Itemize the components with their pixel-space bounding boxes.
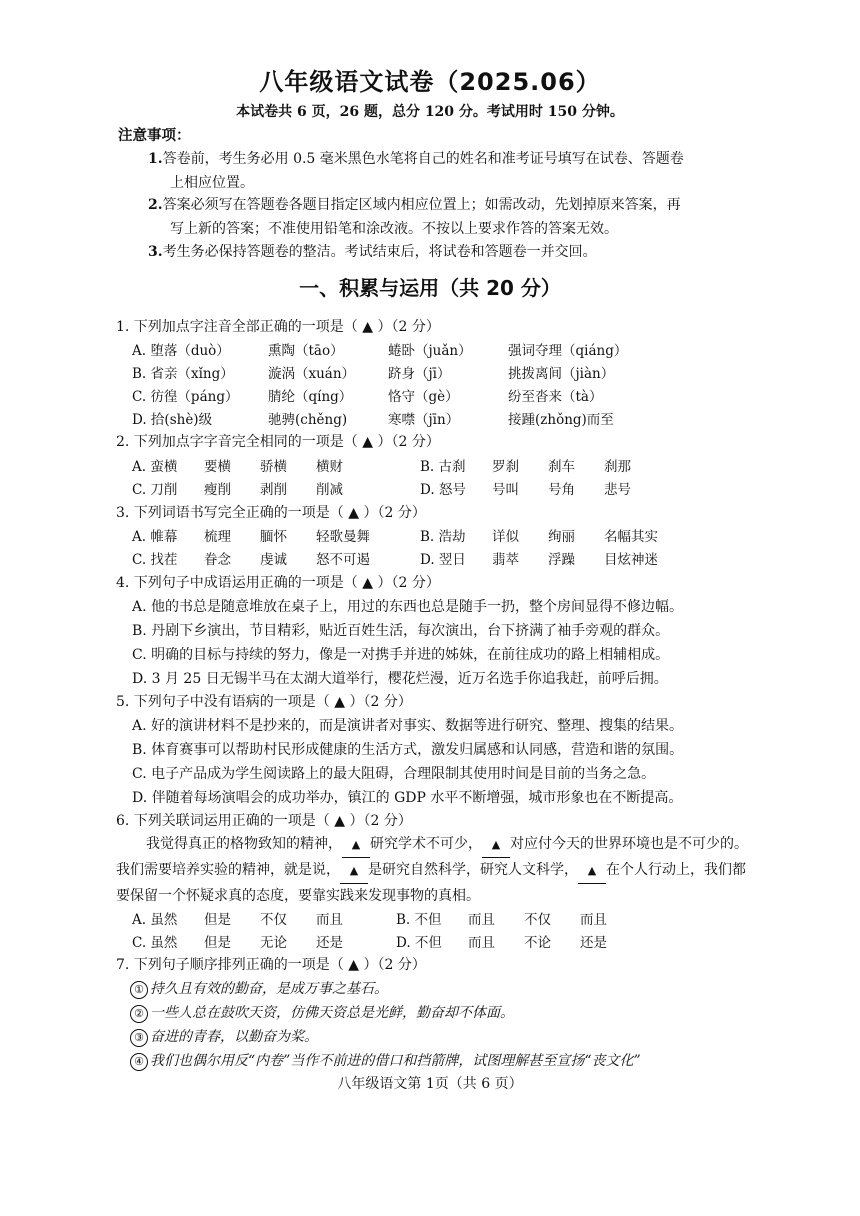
q4-option-b: B. 丹剧下乡演出，节目精彩，贴近百姓生活，每次演出，台下挤满了袖手旁观的群众。 xyxy=(132,623,670,639)
notice-num: 3. xyxy=(148,244,163,260)
q6-passage-text: 研究学术不可少， xyxy=(370,836,482,852)
q2-option-b: 罗刹 xyxy=(492,459,519,475)
q1-option-d: 驰骋(chěng) xyxy=(268,412,348,428)
q6-option-d: 还是 xyxy=(580,935,607,951)
q2-option-c: 瘦削 xyxy=(204,482,231,498)
q6-option-a: A. 虽然 xyxy=(132,912,178,928)
sentence-number: ③ xyxy=(130,1029,148,1047)
q6-passage-text: 是研究自然科学，研究人文科学， xyxy=(368,862,578,878)
q1-option-b: 漩涡（xuán） xyxy=(268,366,356,382)
section-title: 一、积累与运用（共 20 分） xyxy=(299,276,561,300)
q7-sentence-2 xyxy=(130,1002,514,1023)
q6-option-d: 而且 xyxy=(468,935,495,951)
q1-option-c: 恪守（gè） xyxy=(388,389,459,405)
notice-text: 答卷前，考生务必用 0.5 毫米黑色水笔将自己的姓名和准考证号填写在试卷、答题卷 xyxy=(162,151,684,167)
notice-item-1 xyxy=(148,147,788,195)
q3-option-b: 详似 xyxy=(492,529,519,545)
q3-option-d: D. 翌日 xyxy=(420,552,466,568)
q2-option-d: 号叫 xyxy=(492,482,519,498)
notice-num: 1. xyxy=(148,151,163,167)
q3-option-b: 名幅其实 xyxy=(604,529,658,545)
q3-option-d: 浮躁 xyxy=(548,552,575,568)
sentence-text: 持久且有效的勤奋，是成万事之基石。 xyxy=(150,981,388,997)
q4-option-a: A. 他的书总是随意堆放在桌子上，用过的东西也总是随手一扔，整个房间显得不修边幅。 xyxy=(132,599,684,615)
q1-option-a: 强词夺理（qiáng） xyxy=(508,343,628,359)
q1-option-b: 挑拨离间（jiàn） xyxy=(508,366,615,382)
q2-option-b: B. 古刹 xyxy=(420,459,466,475)
q1-option-a: 熏陶（tāo） xyxy=(268,343,344,359)
notice-text: 考生务必保持答题卷的整洁。考试结束后，将试卷和答题卷一并交回。 xyxy=(162,244,597,260)
q3-option-a: A. 帷幕 xyxy=(132,529,178,545)
answer-blank: ▲ xyxy=(482,832,510,858)
q2-option-a: 要横 xyxy=(204,459,231,475)
notice-item-3 xyxy=(148,240,788,264)
q7-sentence-1 xyxy=(130,978,388,999)
q2-option-c: 剥削 xyxy=(260,482,287,498)
q1-option-a: A. 堕落（duò） xyxy=(132,343,230,359)
q6-option-b: 而且 xyxy=(580,912,607,928)
q1-option-b: 跻身（jī） xyxy=(388,366,451,382)
question-4-stem: 4. 下列句子中成语运用正确的一项是（ ▲ ）（2 分） xyxy=(116,575,440,591)
q3-option-d: 翡萃 xyxy=(492,552,519,568)
question-1-stem: 1. 下列加点字注音全部正确的一项是（ ▲ ）（2 分） xyxy=(116,319,440,335)
q2-option-d: 号角 xyxy=(548,482,575,498)
q5-option-c: C. 电子产品成为学生阅读路上的最大阻碍，合理限制其使用时间是目前的当务之急。 xyxy=(132,766,656,782)
q2-option-c: 削减 xyxy=(316,482,343,498)
sentence-number: ② xyxy=(130,1005,148,1023)
answer-blank: ▲ xyxy=(340,858,368,884)
notice-item-2 xyxy=(148,193,788,241)
q7-sentence-4 xyxy=(130,1050,641,1071)
q4-option-c: C. 明确的目标与持续的努力，像是一对携手并进的姊妹，在前往成功的路上相辅相成。 xyxy=(132,647,670,663)
q3-option-b: B. 浩劫 xyxy=(420,529,466,545)
q3-option-c: 眷念 xyxy=(204,552,231,568)
q6-option-c: 无论 xyxy=(260,935,287,951)
q6-option-d: D. 不但 xyxy=(396,935,442,951)
question-5-stem: 5. 下列句子中没有语病的一项是（ ▲ ）（2 分） xyxy=(116,694,412,710)
notice-heading: 注意事项： xyxy=(118,127,191,144)
q6-passage-text: 我觉得真正的格物致知的精神， xyxy=(146,836,342,852)
q1-option-c: 腈纶（qíng） xyxy=(268,389,353,405)
sentence-text: 奋进的青春，以勤奋为桨。 xyxy=(150,1029,318,1045)
q3-option-b: 绚丽 xyxy=(548,529,575,545)
q6-option-c: 但是 xyxy=(204,935,231,951)
q7-sentence-3 xyxy=(130,1026,318,1047)
q1-option-c: 纷至沓来（tà） xyxy=(508,389,603,405)
q5-option-b: B. 体育赛事可以帮助村民形成健康的生活方式，激发归属感和认同感，营造和谐的氛围。 xyxy=(132,742,684,758)
q6-option-c: C. 虽然 xyxy=(132,935,178,951)
q5-option-d: D. 伴随着每场演唱会的成功举办，镇江的 GDP 水平不断增强，城市形象也在不断提高。 xyxy=(132,790,683,806)
q1-option-c: C. 彷徨（páng） xyxy=(132,389,239,405)
q6-option-d: 不论 xyxy=(524,935,551,951)
q1-option-a: 蜷卧（juǎn） xyxy=(388,343,472,359)
q2-option-d: 悲号 xyxy=(604,482,631,498)
q6-option-a: 而且 xyxy=(316,912,343,928)
q5-option-a: A. 好的演讲材料不是抄来的，而是演讲者对事实、数据等进行研究、整理、搜集的结果。 xyxy=(132,718,684,734)
page-footer: 八年级语文第 1页（共 6 页） xyxy=(337,1076,523,1092)
q2-option-b: 刹那 xyxy=(604,459,631,475)
exam-subtitle: 本试卷共 6 页，26 题，总分 120 分。考试用时 150 分钟。 xyxy=(236,104,624,120)
sentence-text: 我们也偶尔用反“内卷”当作不前进的借口和挡箭牌，试图理解甚至宣扬“丧文化” xyxy=(150,1053,641,1069)
sentence-number: ① xyxy=(130,981,148,999)
exam-title: 八年级语文试卷（2025.06） xyxy=(259,68,601,96)
answer-blank: ▲ xyxy=(342,832,370,858)
answer-blank: ▲ xyxy=(578,858,606,884)
q2-option-a: 骄横 xyxy=(260,459,287,475)
q3-option-a: 梳理 xyxy=(204,529,231,545)
q3-option-d: 目炫神迷 xyxy=(604,552,658,568)
q1-option-d: 接踵(zhǒng)而至 xyxy=(508,412,614,428)
question-7-stem: 7. 下列句子顺序排列正确的一项是（ ▲ ）（2 分） xyxy=(116,957,426,973)
q1-option-b: B. 省亲（xǐng） xyxy=(132,366,234,382)
notice-text: 写上新的答案；不准使用铅笔和涂改液。不按以上要求作答的答案无效。 xyxy=(170,221,618,237)
q3-option-c: C. 找茬 xyxy=(132,552,178,568)
q2-option-a: A. 蛮横 xyxy=(132,459,178,475)
q3-option-c: 怒不可遏 xyxy=(316,552,370,568)
question-3-stem: 3. 下列词语书写完全正确的一项是（ ▲ ）（2 分） xyxy=(116,505,426,521)
q2-option-a: 横财 xyxy=(316,459,343,475)
q2-option-b: 刹车 xyxy=(548,459,575,475)
question-2-stem: 2. 下列加点字字音完全相同的一项是（ ▲ ）（2 分） xyxy=(116,434,440,450)
notice-num: 2. xyxy=(148,197,163,213)
q3-option-c: 虔诚 xyxy=(260,552,287,568)
q6-option-b: 而且 xyxy=(468,912,495,928)
q6-option-b: 不仅 xyxy=(524,912,551,928)
q1-option-d: 寒噤（jīn） xyxy=(388,412,460,428)
q2-option-d: D. 怒号 xyxy=(420,482,466,498)
q3-option-a: 腼怀 xyxy=(260,529,287,545)
q6-option-a: 不仅 xyxy=(260,912,287,928)
question-6-stem: 6. 下列关联词运用正确的一项是（ ▲ ）（2 分） xyxy=(116,813,412,829)
q4-option-d: D. 3 月 25 日无锡半马在太湖大道举行，樱花烂漫，近万名选手你追我赶，前呼后拥。 xyxy=(132,671,668,687)
q6-passage-text: 对应付今天的世界环境也是不可少的。我们需要培养实验的精神，就是说， xyxy=(116,836,748,878)
sentence-text: 一些人总在鼓吹天资，仿佛天资总是光鲜，勤奋却不体面。 xyxy=(150,1005,514,1021)
q6-option-b: B. 不但 xyxy=(396,912,442,928)
q6-option-c: 还是 xyxy=(316,935,343,951)
notice-text: 答案必须写在答题卷各题目指定区域内相应位置上；如需改动，先划掉原来答案，再 xyxy=(162,197,681,213)
q6-passage-text: 在个人行动上，我们都要保留一个怀疑求真的态度，要靠实践来发现事物的真相。 xyxy=(116,862,746,904)
q6-option-a: 但是 xyxy=(204,912,231,928)
q2-option-c: C. 刀削 xyxy=(132,482,178,498)
q1-option-d: D. 拾(shè)级 xyxy=(132,412,213,428)
q6-passage xyxy=(116,832,756,909)
notice-text: 上相应位置。 xyxy=(170,175,254,191)
q3-option-a: 轻歌曼舞 xyxy=(316,529,370,545)
sentence-number: ④ xyxy=(130,1053,148,1071)
